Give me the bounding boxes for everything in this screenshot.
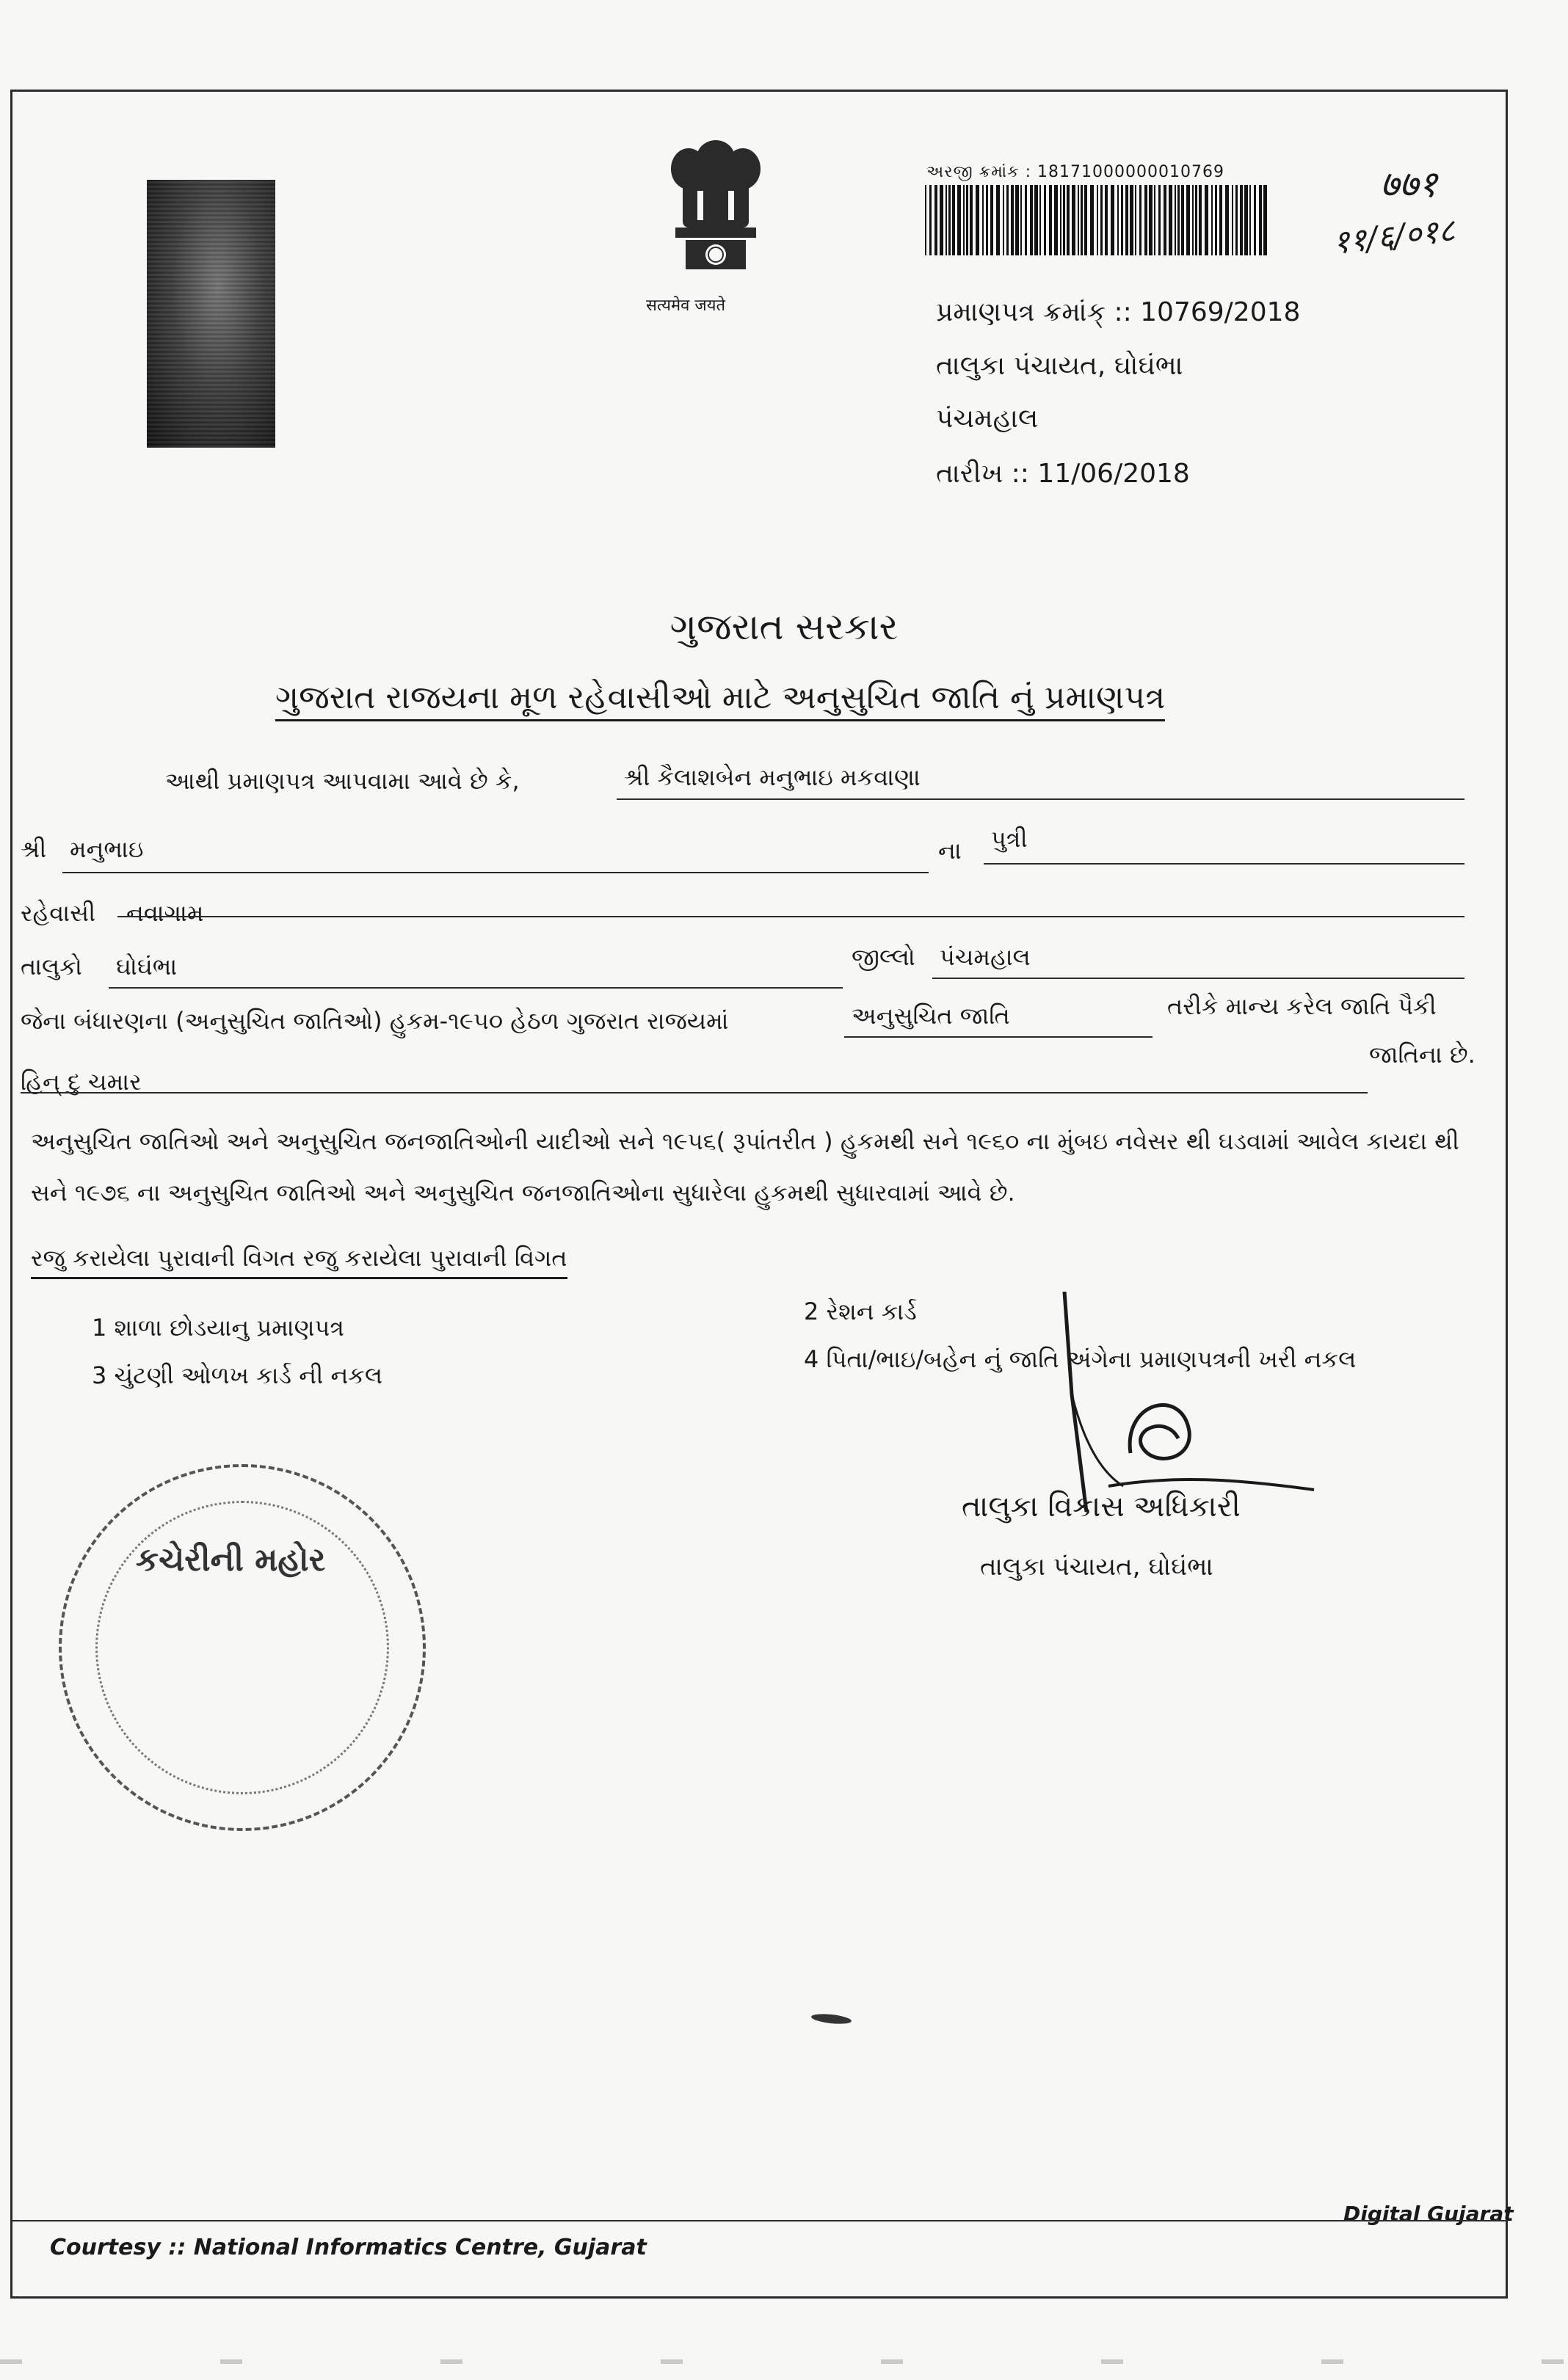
category-value: અનુસુચિત જાતિ: [852, 1002, 1010, 1030]
documents-title: રજુ કરાયેલા પુરાવાની વિગત રજુ કરાયેલા પુરાવાની વિગત: [31, 1244, 567, 1279]
national-emblem-icon: [653, 128, 778, 275]
residence-label: રહેવાસી: [21, 899, 96, 927]
taluka-value: ઘોઘંભા: [116, 953, 178, 980]
issuing-office: તાલુકા પંચાયત, ઘોઘંભા: [936, 351, 1183, 381]
document-item: 3 ચુંટણી ઓળખ કાર્ડ ની નકલ: [92, 1361, 383, 1389]
document-item: 2 રેશન કાર્ડ: [804, 1298, 917, 1325]
caste-suffix: જાતિના છે.: [1369, 1041, 1476, 1069]
taluka-rule: [109, 987, 843, 989]
application-number: અરજી ક્રમાંક : 18171000000010769: [926, 163, 1225, 181]
father-prefix: શ્રી: [21, 835, 47, 863]
taluka-label: તાલુકો: [21, 953, 82, 980]
district-value: પંચમહાલ: [940, 943, 1031, 971]
applicant-photo: [147, 180, 275, 448]
seal-text: કચેરીની મહોર: [136, 1541, 326, 1579]
father-name: મનુભાઇ: [70, 835, 144, 863]
signatory-office: તાલુકા પંચાયત, ઘોઘંભા: [980, 1552, 1213, 1582]
caste-rule: [21, 1092, 1368, 1093]
relation-label: ના: [938, 837, 962, 865]
relation-rule: [984, 863, 1464, 865]
relation-value: પુત્રી: [991, 825, 1028, 853]
government-title: ગુજરાત સરકાર: [669, 605, 899, 648]
certificate-number: પ્રમાણપત્ર ક્રમાંક્ :: 10769/2018: [936, 297, 1301, 327]
residence-value: નવાગામ: [126, 899, 204, 927]
intro-label: આથી પ્રમાણપત્ર આપવામા આવે છે કે,: [165, 767, 520, 795]
signatory-designation: તાલુકા વિકાસ અધિકારી: [962, 1490, 1241, 1524]
issue-date: તારીખ :: 11/06/2018: [936, 459, 1190, 489]
document-item: 4 પિતા/ભાઇ/બહેન નું જાતિ અંગેના પ્રમાણપત્રની ખરી નકલ: [804, 1345, 1357, 1373]
applicant-name-rule: [617, 798, 1464, 800]
handwritten-date: ११/६/०१८: [1331, 211, 1457, 262]
document-item: 1 શાળા છોડયાનુ પ્રમાણપત્ર: [92, 1314, 344, 1342]
emblem-motto: सत्यमेव जयते: [646, 296, 726, 315]
caste-value: હિન્ દુ ચમાર: [21, 1068, 142, 1096]
father-name-rule: [62, 872, 929, 873]
handwritten-inward-number: ७७१: [1380, 163, 1437, 205]
digital-gujarat-label: Digital Gujarat: [1343, 2202, 1514, 2226]
courtesy-text: Courtesy :: National Informatics Centre, Gujarat: [50, 2235, 647, 2260]
certificate-title: ગુજરાત રાજયના મૂળ રહેવાસીઓ માટે અનુસુચિત જાતિ નું પ્રમાણપત્ર: [275, 679, 1165, 721]
district-label: જીલ્લો: [852, 943, 915, 971]
district-rule: [932, 978, 1464, 979]
scan-edge-marks: [0, 2359, 1568, 2364]
recognized-text: તરીકે માન્ય કરેલ જાતિ પૈકી: [1167, 992, 1437, 1020]
applicant-name: શ્રી કૈલાશબેન મનુભાઇ મકવાણા: [624, 763, 921, 791]
issuing-district: પંચમહાલ: [936, 404, 1039, 434]
order-text: જેના બંધારણના (અનુસુચિત જાતિઓ) હુકમ-૧૯૫૦ હેઠળ ગુજરાત રાજયમાં: [21, 1007, 729, 1035]
footer-rule: [10, 2220, 1508, 2221]
legal-paragraph: અનુસુચિત જાતિઓ અને અનુસુચિત જનજાતિઓની યાદીઓ સને ૧૯૫૬( રૂપાંતરીત ) હુકમથી સને ૧૯૬૦ ના મુંબઇ નવેસર થી ઘડવામાં આવેલ કાયદા થી સને ૧૯૭૬ ના અનુસુચિત જાતિઓ અને અનુસુચિત જનજાતિઓના સુધારેલા હુકમથી સુધારવામાં આવે છે.: [31, 1127, 1459, 1207]
residence-rule: [117, 916, 1464, 917]
barcode: [923, 185, 1268, 255]
category-rule: [844, 1036, 1153, 1038]
